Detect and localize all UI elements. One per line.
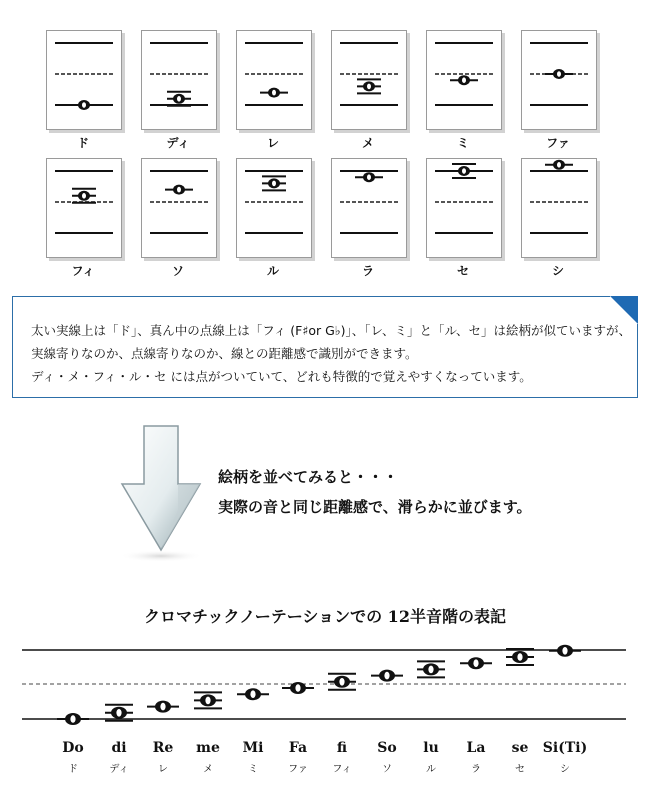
note-hole [367, 174, 371, 180]
scale-note-label: di [111, 740, 127, 756]
scale-note-kana: ミ [248, 764, 258, 775]
scale-note-label: Mi [242, 740, 264, 756]
note-hole [473, 659, 478, 667]
note-card-staff [522, 159, 596, 257]
down-arrow-icon [116, 424, 206, 564]
note-card-label: ラ [361, 264, 374, 278]
scale-note-symbol [147, 701, 179, 713]
scale-note-symbol [549, 645, 581, 657]
note-card-staff [237, 31, 311, 129]
note-card-label: ド [76, 136, 89, 150]
note-hole [557, 162, 561, 168]
note-card-staff [47, 31, 121, 129]
scale-note-symbol [328, 674, 356, 690]
note-card-staff [142, 31, 216, 129]
note-card [426, 30, 502, 130]
note-symbol [355, 172, 383, 182]
note-hole [272, 181, 276, 187]
scale-note-kana: フィ [332, 764, 352, 775]
scale-note-symbol [460, 657, 492, 669]
scale-note-kana: ソ [382, 764, 392, 775]
note-hole [272, 90, 276, 96]
note-card-label: ディ [166, 136, 190, 150]
note-symbol [450, 75, 478, 85]
note-card [521, 158, 597, 258]
scale-note-kana: シ [560, 764, 570, 775]
note-card [331, 158, 407, 258]
note-card [141, 158, 217, 258]
note-card [141, 30, 217, 130]
note-symbol [357, 79, 381, 93]
scale-note-label: se [511, 740, 529, 756]
chromatic-staff [0, 636, 650, 736]
scale-note-kana: セ [515, 764, 525, 775]
note-card-staff [332, 159, 406, 257]
scale-note-label: me [196, 740, 220, 756]
note-hole [428, 666, 433, 674]
scale-note-symbol [506, 649, 534, 665]
note-hole [517, 653, 522, 661]
note-hole [562, 647, 567, 655]
explanation-line-1: 太い実線上は「ド」、真ん中の点線上は「フィ (F♯or G♭)」、「レ、ミ」と「ル、セ」は絵柄が似ていますが、 [31, 323, 632, 338]
scale-note-label: lu [423, 740, 439, 756]
note-hole [205, 697, 210, 705]
scale-note-label: La [466, 740, 486, 756]
explanation-box [12, 296, 638, 398]
scale-note-kana: ファ [288, 764, 308, 775]
note-hole [384, 672, 389, 680]
note-card [331, 30, 407, 130]
note-symbol [262, 176, 286, 190]
scale-note-symbol [417, 661, 445, 677]
scale-note-kana: レ [158, 764, 168, 775]
note-card [236, 30, 312, 130]
note-hole [339, 678, 344, 686]
note-hole [462, 77, 466, 83]
note-card-staff [142, 159, 216, 257]
scale-note-label: Re [152, 740, 174, 756]
note-card [521, 30, 597, 130]
note-card-staff [237, 159, 311, 257]
note-card-label: シ [551, 264, 564, 278]
scale-note-label: So [377, 740, 397, 756]
note-hole [250, 690, 255, 698]
scale-note-kana: ド [68, 764, 78, 775]
note-hole [177, 187, 181, 193]
note-hole [116, 709, 121, 717]
message-line-2: 実際の音と同じ距離感で、滑らかに並びます。 [218, 498, 532, 516]
scale-note-label: fi [336, 740, 348, 756]
explanation-text [31, 319, 631, 388]
note-hole [367, 84, 371, 90]
scale-note-label: Do [62, 740, 84, 756]
note-card-label: メ [361, 136, 374, 150]
note-card-label: ル [266, 264, 279, 278]
scale-note-symbol [194, 692, 222, 708]
note-card-label: セ [456, 264, 469, 278]
note-card [46, 158, 122, 258]
note-hole [177, 96, 181, 102]
note-hole [70, 715, 75, 723]
note-card-label: ファ [546, 136, 570, 150]
note-hole [557, 71, 561, 77]
note-hole [295, 684, 300, 692]
note-symbol [70, 100, 98, 110]
note-card-staff [427, 159, 501, 257]
scale-note-symbol [237, 688, 269, 700]
scale-title: クロマチックノーテーションでの 12半音階の表記 [144, 607, 506, 626]
note-symbol [260, 88, 288, 98]
note-card-label: フィ [71, 264, 95, 278]
scale-note-kana: メ [203, 764, 213, 775]
note-card [236, 158, 312, 258]
scale-note-label: Fa [288, 740, 308, 756]
explanation-line-2: 実線寄りなのか、点線寄りなのか、線との距離感で識別ができます。 [31, 346, 418, 361]
note-symbol [167, 92, 191, 106]
message-line-1: 絵柄を並べてみると・・・ [218, 468, 399, 486]
note-card-staff [427, 31, 501, 129]
note-symbol [545, 160, 573, 170]
note-card-staff [522, 31, 596, 129]
note-symbol [165, 185, 193, 195]
note-card-label: ミ [456, 136, 469, 150]
note-symbol [72, 189, 96, 203]
scale-note-symbol [57, 713, 89, 725]
note-hole [160, 703, 165, 711]
scale-note-label: Si(Ti) [542, 740, 588, 756]
scale-note-kana: ル [426, 764, 436, 775]
note-card-label: レ [266, 136, 279, 150]
explanation-line-3: ディ・メ・フィ・ル・セ には点がついていて、どれも特徴的で覚えやすくなっています。 [31, 369, 532, 384]
note-card [46, 30, 122, 130]
note-card [426, 158, 502, 258]
note-symbol [452, 164, 476, 178]
note-hole [82, 102, 86, 108]
scale-note-kana: ラ [471, 764, 481, 775]
note-card-label: ソ [171, 264, 184, 278]
note-symbol [545, 69, 573, 79]
note-card-staff [47, 159, 121, 257]
note-hole [82, 193, 86, 199]
note-hole [462, 168, 466, 174]
scale-note-symbol [371, 670, 403, 682]
scale-note-kana: ディ [109, 764, 129, 775]
note-card-staff [332, 31, 406, 129]
